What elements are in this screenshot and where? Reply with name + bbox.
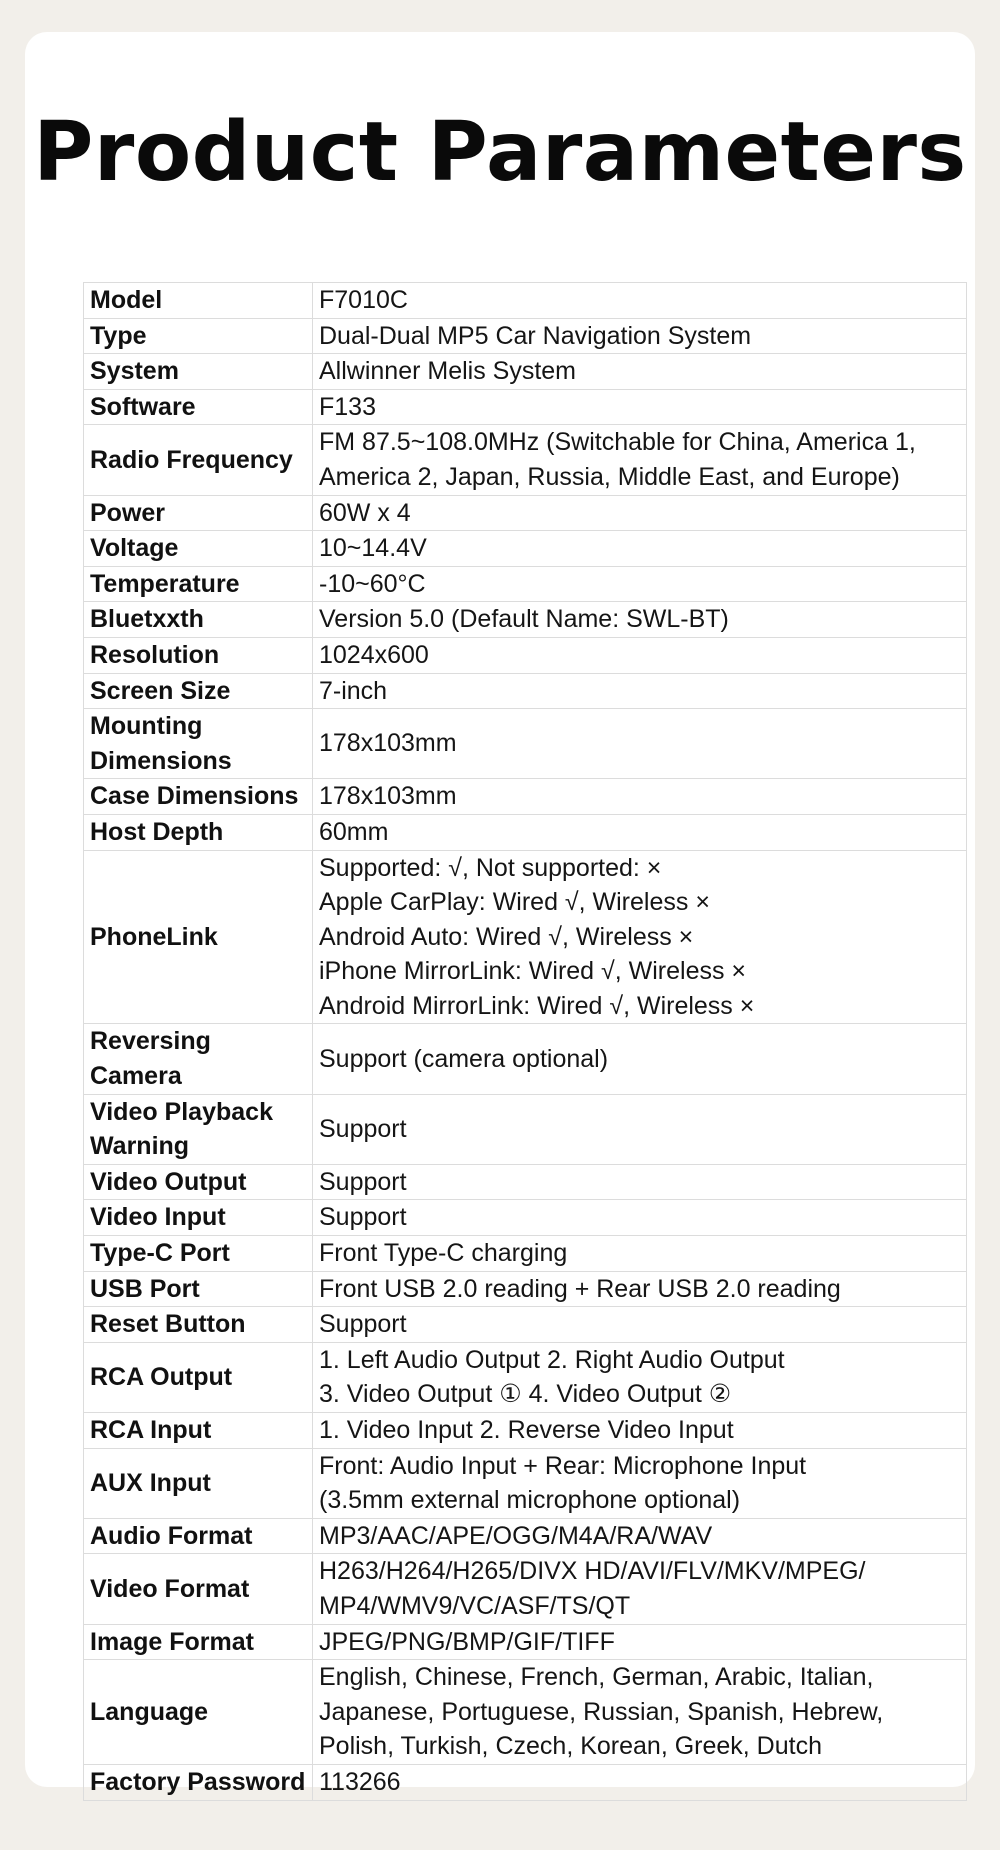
table-row	[84, 283, 967, 319]
table-row	[84, 389, 967, 425]
parameter-label: Model	[84, 283, 313, 319]
parameters-table-body	[84, 283, 967, 1801]
parameter-value: Dual-Dual MP5 Car Navigation System	[313, 318, 967, 354]
parameter-value: JPEG/PNG/BMP/GIF/TIFF	[313, 1624, 967, 1660]
parameter-value: Front Type-C charging	[313, 1236, 967, 1272]
parameter-label: Reversing Camera	[84, 1024, 313, 1094]
parameter-label: Factory Password	[84, 1764, 313, 1800]
parameter-value: 1. Video Input 2. Reverse Video Input	[313, 1413, 967, 1449]
parameter-label: RCA Input	[84, 1413, 313, 1449]
parameter-label: Software	[84, 389, 313, 425]
table-row	[84, 602, 967, 638]
parameter-label: Screen Size	[84, 673, 313, 709]
parameter-label: Host Depth	[84, 814, 313, 850]
table-row	[84, 1307, 967, 1343]
parameter-value: Support	[313, 1200, 967, 1236]
parameter-value: F7010C	[313, 283, 967, 319]
parameter-label: Temperature	[84, 566, 313, 602]
parameters-table	[83, 282, 967, 1801]
parameter-value: FM 87.5~108.0MHz (Switchable for China, America 1, America 2, Japan, Russia, Middle East, and Europe)	[313, 425, 967, 495]
table-row	[84, 1164, 967, 1200]
parameter-label: Video Output	[84, 1164, 313, 1200]
parameters-card	[25, 32, 975, 1796]
parameter-value: English, Chinese, French, German, Arabic, Italian, Japanese, Portuguese, Russian, Spanish, Hebrew, Polish, Turkish, Czech, Korean, Greek, Dutch	[313, 1660, 967, 1765]
parameter-value: Allwinner Melis System	[313, 354, 967, 390]
parameter-label: Radio Frequency	[84, 425, 313, 495]
parameter-value: 10~14.4V	[313, 531, 967, 567]
table-row	[84, 1624, 967, 1660]
parameter-value: Version 5.0 (Default Name: SWL-BT)	[313, 602, 967, 638]
table-row	[84, 673, 967, 709]
table-row	[84, 425, 967, 495]
parameter-value: 178x103mm	[313, 779, 967, 815]
table-row	[84, 1342, 967, 1412]
parameter-value: H263/H264/H265/DIVX HD/AVI/FLV/MKV/MPEG/ MP4/WMV9/VC/ASF/TS/QT	[313, 1554, 967, 1624]
parameter-label: System	[84, 354, 313, 390]
parameter-label: USB Port	[84, 1271, 313, 1307]
parameter-label: Language	[84, 1660, 313, 1765]
parameter-value: Support	[313, 1307, 967, 1343]
parameter-value: MP3/AAC/APE/OGG/M4A/RA/WAV	[313, 1518, 967, 1554]
parameter-value: Support (camera optional)	[313, 1024, 967, 1094]
parameter-value: 1. Left Audio Output 2. Right Audio Output 3. Video Output ① 4. Video Output ②	[313, 1342, 967, 1412]
table-row	[84, 1094, 967, 1164]
parameter-label: Type	[84, 318, 313, 354]
table-row	[84, 779, 967, 815]
parameter-value: 7-inch	[313, 673, 967, 709]
parameter-value: Supported: √, Not supported: × Apple CarPlay: Wired √, Wireless × Android Auto: Wired √, Wireless × iPhone MirrorLink: Wired √, Wireless × Android MirrorLink: Wired √, Wireless ×	[313, 850, 967, 1024]
parameter-label: Audio Format	[84, 1518, 313, 1554]
table-row	[84, 1764, 967, 1800]
parameter-label: Video Playback Warning	[84, 1094, 313, 1164]
parameter-value: 60mm	[313, 814, 967, 850]
table-row	[84, 637, 967, 673]
parameter-label: RCA Output	[84, 1342, 313, 1412]
table-row	[84, 1024, 967, 1094]
parameter-value: F133	[313, 389, 967, 425]
table-row	[84, 1413, 967, 1449]
table-row	[84, 566, 967, 602]
parameter-label: Type-C Port	[84, 1236, 313, 1272]
table-row	[84, 814, 967, 850]
parameter-label: Bluetxxth	[84, 602, 313, 638]
table-row	[84, 1271, 967, 1307]
parameter-label: Mounting Dimensions	[84, 709, 313, 779]
parameter-value: Front: Audio Input + Rear: Microphone Input (3.5mm external microphone optional)	[313, 1448, 967, 1518]
parameter-value: 178x103mm	[313, 709, 967, 779]
table-row	[84, 1236, 967, 1272]
table-row	[84, 1660, 967, 1765]
parameter-label: Power	[84, 495, 313, 531]
table-row	[84, 318, 967, 354]
parameter-value: Front USB 2.0 reading + Rear USB 2.0 reading	[313, 1271, 967, 1307]
table-row	[84, 1448, 967, 1518]
table-row	[84, 1518, 967, 1554]
parameter-label: PhoneLink	[84, 850, 313, 1024]
parameter-value: Support	[313, 1094, 967, 1164]
table-row	[84, 354, 967, 390]
table-row	[84, 495, 967, 531]
parameter-label: Case Dimensions	[84, 779, 313, 815]
parameter-label: Resolution	[84, 637, 313, 673]
table-row	[84, 531, 967, 567]
table-row	[84, 709, 967, 779]
table-row	[84, 850, 967, 1024]
parameter-value: 1024x600	[313, 637, 967, 673]
parameter-value: 60W x 4	[313, 495, 967, 531]
page-title: Product Parameters	[33, 105, 967, 200]
parameter-label: Voltage	[84, 531, 313, 567]
parameter-label: Reset Button	[84, 1307, 313, 1343]
parameter-label: AUX Input	[84, 1448, 313, 1518]
parameter-label: Video Format	[84, 1554, 313, 1624]
parameter-label: Video Input	[84, 1200, 313, 1236]
parameter-value: -10~60°C	[313, 566, 967, 602]
parameter-label: Image Format	[84, 1624, 313, 1660]
parameter-value: Support	[313, 1164, 967, 1200]
table-row	[84, 1200, 967, 1236]
table-row	[84, 1554, 967, 1624]
parameter-value: 113266	[313, 1764, 967, 1800]
